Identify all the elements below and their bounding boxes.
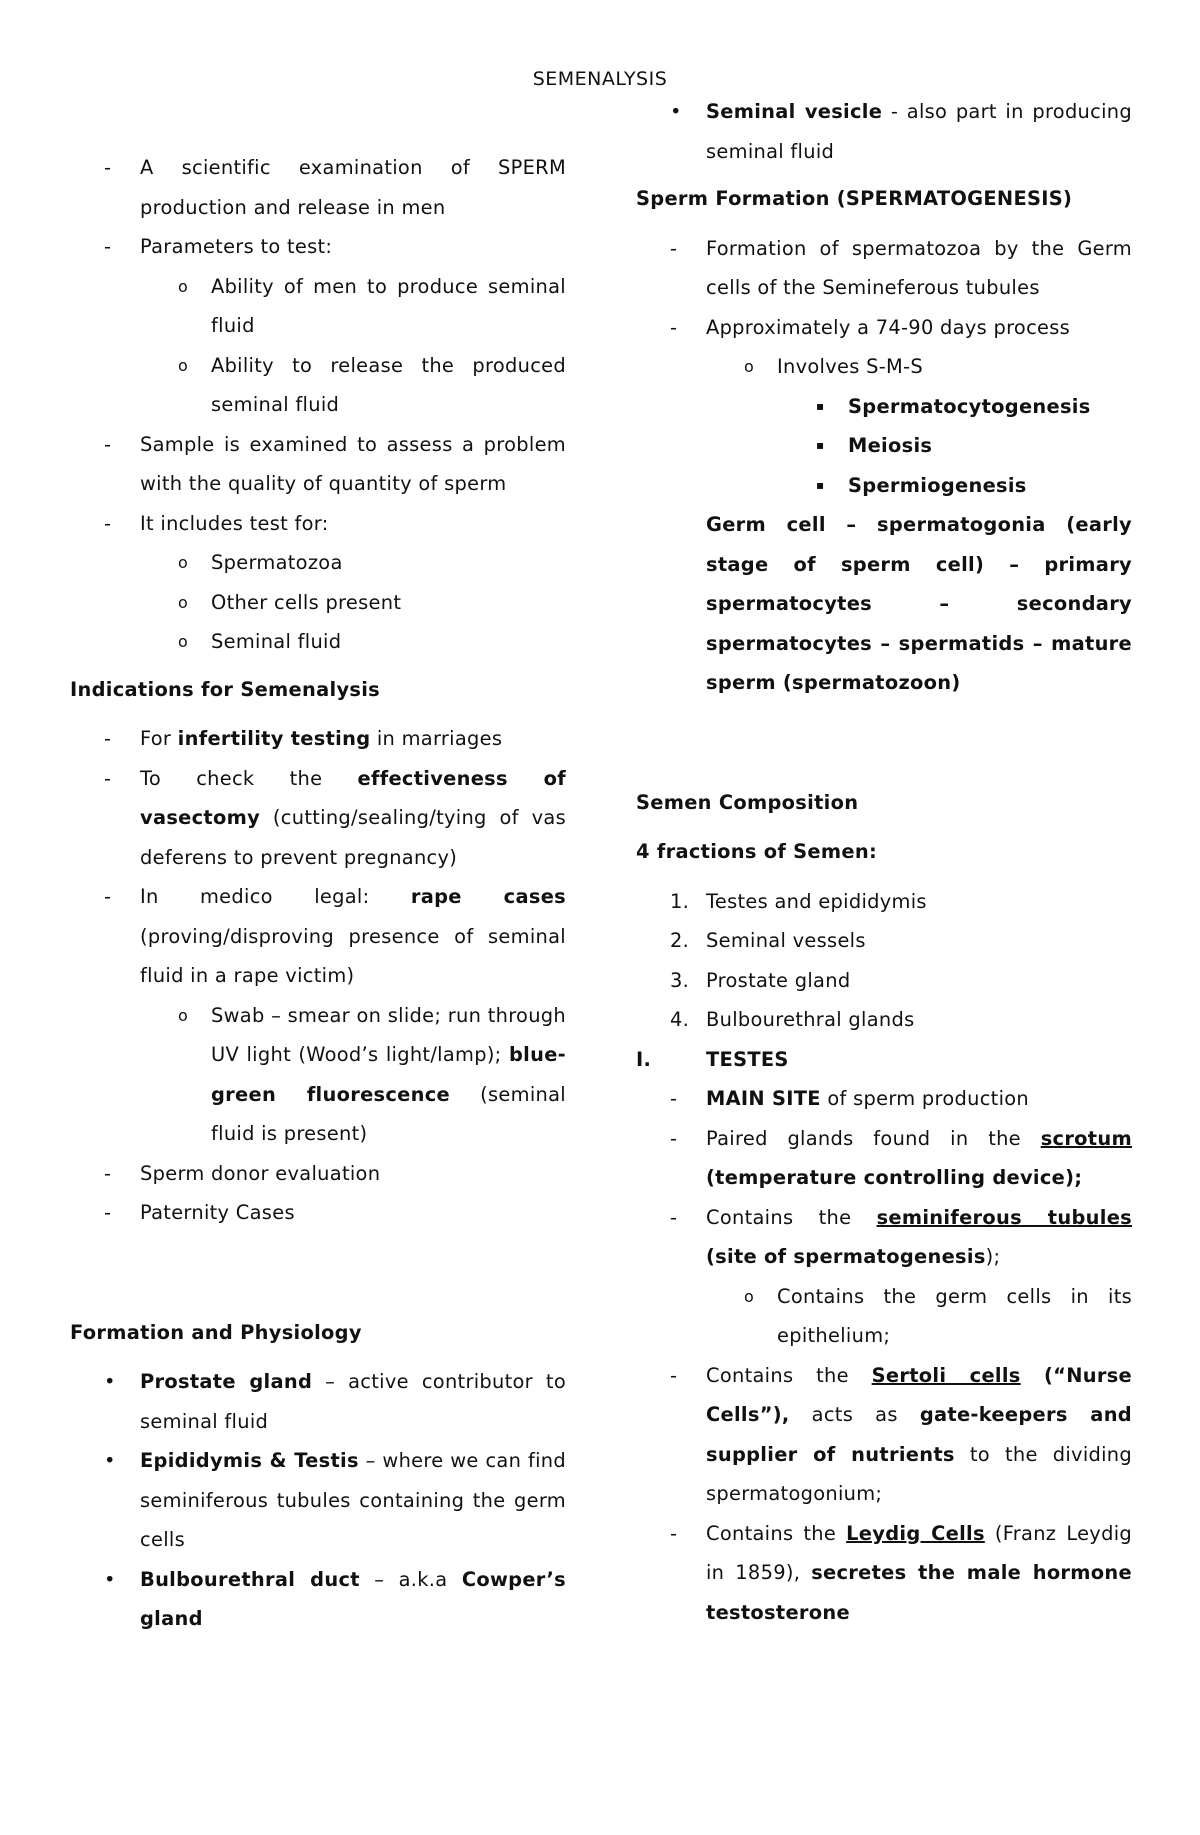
dash-marker: - bbox=[670, 1521, 678, 1545]
list-item: o Swab – smear on slide; run through UV light (Wood’s light/lamp); blue-green fluorescence (seminal fluid is present) bbox=[70, 996, 566, 1154]
circle-marker: o bbox=[178, 553, 189, 572]
indications-heading: Indications for Semenalysis bbox=[70, 677, 381, 701]
semen-composition-heading: Semen Composition bbox=[636, 790, 859, 814]
circle-marker: o bbox=[178, 355, 189, 375]
list-item: 4. Bulbourethral glands bbox=[670, 1008, 915, 1031]
bullet-marker: • bbox=[104, 1370, 116, 1393]
formation-heading: Formation and Physiology bbox=[70, 1320, 362, 1344]
dash-marker: - bbox=[670, 315, 678, 339]
list-item: - Paired glands found in the scrotum (temperature controlling device); bbox=[636, 1119, 1132, 1198]
list-item: • Epididymis & Testis – where we can find seminiferous tubules containing the germ cells bbox=[70, 1441, 566, 1560]
list-item: - Contains the Sertoli cells (“Nurse Cells”), acts as gate-keepers and supplier of nutrients to the dividing spermatogonium; bbox=[636, 1356, 1132, 1514]
list-item: o Seminal fluid bbox=[70, 622, 566, 662]
circle-marker: o bbox=[178, 632, 189, 651]
dash-marker: - bbox=[670, 1126, 678, 1150]
list-item: • Bulbourethral duct – a.k.a Cowper’s gland bbox=[70, 1560, 566, 1639]
fractions-heading: 4 fractions of Semen: bbox=[636, 840, 877, 863]
square-marker: ▪ bbox=[816, 398, 825, 413]
dash-marker: - bbox=[670, 1363, 678, 1387]
list-item: 1. Testes and epididymis bbox=[670, 889, 927, 913]
list-item: ▪ Meiosis bbox=[636, 426, 1132, 466]
bullet-marker: • bbox=[670, 100, 682, 123]
list-item: o Ability of men to produce seminal fluid bbox=[70, 267, 566, 346]
dash-marker: - bbox=[104, 766, 112, 790]
dash-marker: - bbox=[104, 432, 112, 456]
list-item: - A scientific examination of SPERM production and release in men bbox=[70, 148, 566, 227]
list-item: - Sperm donor evaluation bbox=[70, 1154, 566, 1194]
list-item: - Contains the Leydig Cells (Franz Leydig in 1859), secretes the male hormone testosterone bbox=[636, 1514, 1132, 1633]
list-item: - Sample is examined to assess a problem with the quality of quantity of sperm bbox=[70, 425, 566, 504]
dash-marker: - bbox=[104, 1161, 112, 1185]
left-column bbox=[70, 148, 566, 1639]
circle-marker: o bbox=[744, 357, 755, 376]
list-item: - Formation of spermatozoa by the Germ cells of the Semineferous tubules bbox=[636, 229, 1132, 308]
list-item: o Ability to release the produced seminal fluid bbox=[70, 346, 566, 425]
bullet-marker: • bbox=[104, 1567, 116, 1591]
square-marker: ▪ bbox=[816, 477, 825, 492]
square-marker: ▪ bbox=[816, 438, 825, 452]
dash-marker: - bbox=[104, 1201, 112, 1224]
circle-marker: o bbox=[744, 1286, 755, 1306]
list-item: - For infertility testing in marriages bbox=[70, 719, 566, 759]
dash-marker: - bbox=[670, 1205, 678, 1229]
list-item: - Paternity Cases bbox=[70, 1193, 566, 1233]
dash-marker: - bbox=[670, 1087, 678, 1110]
right-column bbox=[636, 92, 1132, 1632]
germ-cell-line: Germ cell – spermatogonia (early stage of sperm cell) – primary spermatocytes – secondary spermatocytes – spermatids – mature sperm (spermatozoon) bbox=[706, 513, 1132, 694]
bullet-marker: • bbox=[104, 1449, 116, 1472]
list-item: o Spermatozoa bbox=[70, 543, 566, 583]
list-item: 3. Prostate gland bbox=[670, 968, 851, 992]
list-item: ▪ Spermatocytogenesis bbox=[636, 387, 1132, 427]
testes-heading: I. TESTES bbox=[636, 1047, 789, 1071]
dash-marker: - bbox=[104, 235, 112, 258]
list-item: - In medico legal: rape cases (proving/disproving presence of seminal fluid in a rape victim) bbox=[70, 877, 566, 996]
list-item: • Prostate gland – active contributor to seminal fluid bbox=[70, 1362, 566, 1441]
document-title: SEMENALYSIS bbox=[532, 68, 668, 90]
list-item: • Seminal vesicle - also part in producing seminal fluid bbox=[636, 92, 1132, 171]
circle-marker: o bbox=[178, 592, 189, 612]
list-item: o Contains the germ cells in its epithelium; bbox=[636, 1277, 1132, 1356]
list-item: - It includes test for: bbox=[70, 504, 566, 544]
list-item: - To check the effectiveness of vasectomy (cutting/sealing/tying of vas deferens to prevent pregnancy) bbox=[70, 759, 566, 878]
list-item: ▪ Spermiogenesis bbox=[636, 466, 1132, 506]
list-item: o Other cells present bbox=[70, 583, 566, 623]
dash-marker: - bbox=[104, 885, 112, 908]
list-item: 2. Seminal vessels bbox=[670, 929, 866, 952]
list-item: - Contains the seminiferous tubules (site of spermatogenesis); bbox=[636, 1198, 1132, 1277]
dash-marker: - bbox=[670, 236, 678, 260]
circle-marker: o bbox=[178, 1005, 189, 1025]
dash-marker: - bbox=[104, 727, 112, 750]
list-item: - Approximately a 74-90 days process bbox=[636, 308, 1132, 348]
sperm-formation-heading: Sperm Formation (SPERMATOGENESIS) bbox=[636, 187, 1073, 210]
list-item: - Parameters to test: bbox=[70, 227, 566, 267]
dash-marker: - bbox=[104, 511, 112, 535]
list-item: o Involves S-M-S bbox=[636, 347, 1132, 387]
circle-marker: o bbox=[178, 276, 189, 296]
dash-marker: - bbox=[104, 156, 112, 179]
list-item: - MAIN SITE of sperm production bbox=[636, 1079, 1132, 1119]
